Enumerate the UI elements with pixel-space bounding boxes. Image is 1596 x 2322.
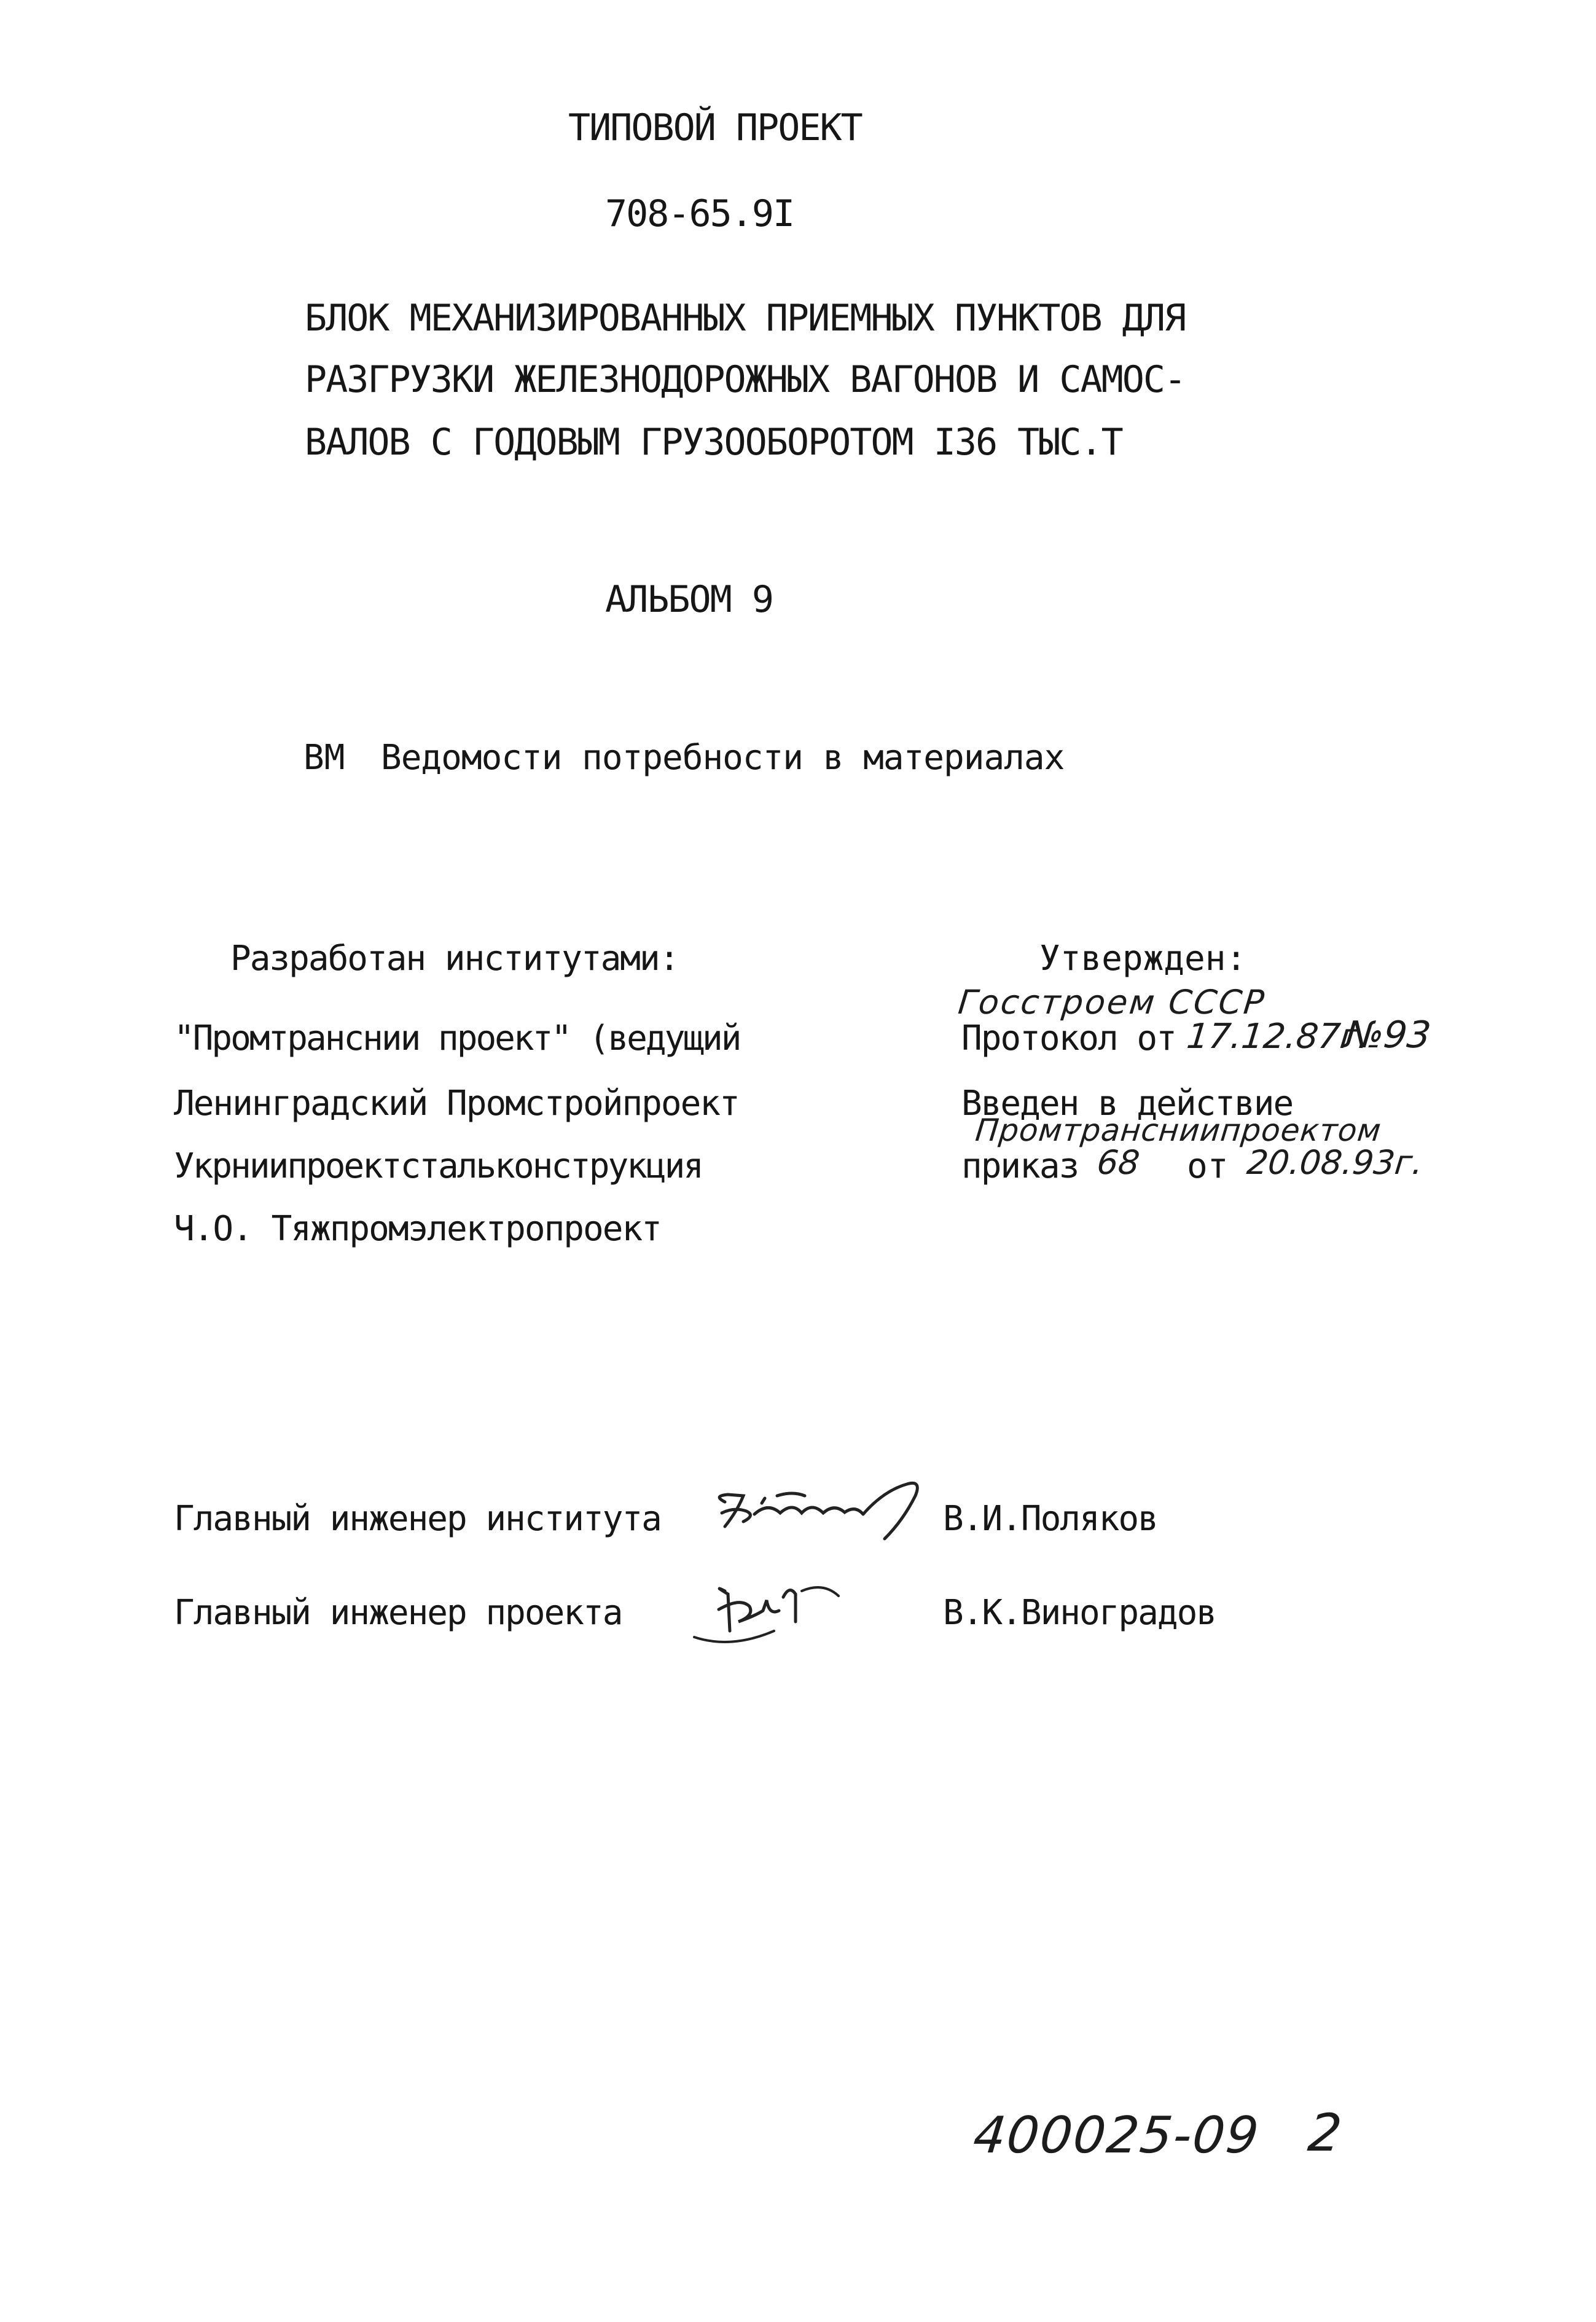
title-line-1: БЛОК МЕХАНИЗИРОВАННЫХ ПРИЕМНЫХ ПУНКТОВ ДЛЯ xyxy=(305,297,1186,340)
protocol-date-handwritten: 17.12.87г. xyxy=(1184,1017,1372,1057)
title-line-3: ВАЛОВ С ГОДОВЫМ ГРУЗООБОРОТОМ I36 ТЫС.Т xyxy=(305,421,1122,464)
signature-role: Главный инженер проекта xyxy=(174,1593,622,1633)
developers-heading: Разработан институтами: xyxy=(230,939,679,979)
doc-type: ТИПОВОЙ ПРОЕКТ xyxy=(568,106,862,149)
project-number: 708-65.9I xyxy=(605,192,794,235)
order-date-label: от xyxy=(1187,1146,1229,1186)
signature-role: Главный инженер института xyxy=(174,1499,661,1539)
institute-item: Укрниипроектстальконструкция xyxy=(174,1146,703,1186)
album-label: АЛЬБОМ 9 xyxy=(605,578,773,621)
order-label: приказ xyxy=(961,1146,1079,1186)
album-code: ВМ xyxy=(303,738,345,778)
order-date-handwritten: 20.08.93г. xyxy=(1245,1143,1425,1182)
protocol-number-handwritten: №93 xyxy=(1343,1014,1433,1057)
approval-heading: Утвержден: xyxy=(1039,939,1247,979)
enacted-by-handwritten: Промтрансниипроектом xyxy=(973,1112,1383,1148)
enacted-label: Введен в действие xyxy=(961,1084,1293,1124)
signature-name: В.К.Виноградов xyxy=(943,1593,1216,1633)
institute-item: Ч.О. Тяжпромэлектропроект xyxy=(174,1209,661,1249)
institute-item: Ленинградский Промстройпроект xyxy=(174,1084,739,1124)
signature-name: В.И.Поляков xyxy=(943,1499,1157,1539)
title-line-2: РАЗГРУЗКИ ЖЕЛЕЗНОДОРОЖНЫХ ВАГОНОВ И САМОС- xyxy=(305,358,1186,401)
inventory-number-handwritten: 400025-09 xyxy=(971,2106,1263,2165)
signature-polyakov xyxy=(700,1477,958,1545)
institute-item: "Промтранснии проект" (ведущий xyxy=(174,1018,740,1058)
album-description: Ведомости потребности в материалах xyxy=(381,738,1065,778)
page-number-handwritten: 2 xyxy=(1305,2103,1345,2163)
approved-by-handwritten: Госстроем СССР xyxy=(956,983,1268,1022)
signature-vinogradov xyxy=(682,1573,866,1652)
order-number-handwritten: 68 xyxy=(1095,1143,1142,1182)
protocol-label: Протокол от xyxy=(961,1018,1176,1058)
